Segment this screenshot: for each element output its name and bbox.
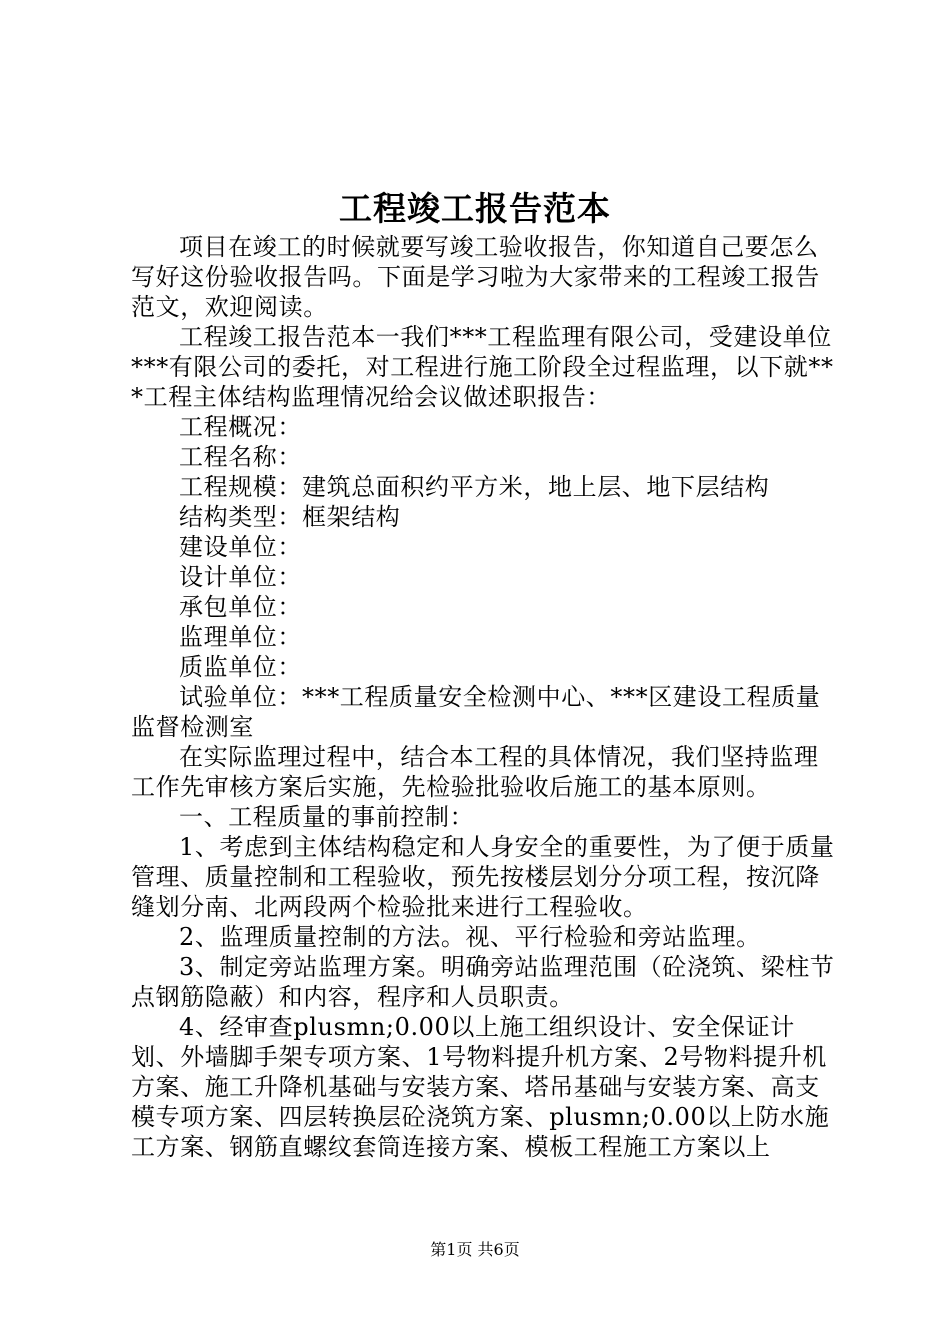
paragraph-intro: 项目在竣工的时候就要写竣工验收报告，你知道自己要怎么写好这份验收报告吗。下面是学习啦为大家带来的工程竣工报告范文，欢迎阅读。 <box>131 233 820 321</box>
paragraph-supervision-principle: 在实际监理过程中，结合本工程的具体情况，我们坚持监理工作先审核方案后实施，先检验批验收后施工的基本原则。 <box>131 743 819 801</box>
paragraph-project-scale: 工程规模：建筑总面积约平方米，地上层、地下层结构 <box>179 473 770 501</box>
paragraph-structure-type: 结构类型：框架结构 <box>179 503 401 531</box>
paragraph-project-overview: 工程概况： <box>179 413 302 441</box>
document-body <box>131 232 836 1162</box>
paragraph-section-heading-1: 一、工程质量的事前控制： <box>179 803 475 831</box>
paragraph-report-opening: 工程竣工报告范本一我们***工程监理有限公司，受建设单位***有限公司的委托，对工程进行施工阶段全过程监理，以下就***工程主体结构监理情况给会议做述职报告： <box>131 323 834 411</box>
paragraph-testing-unit: 试验单位：***工程质量安全检测中心、***区建设工程质量监督检测室 <box>131 683 821 741</box>
paragraph-quality-supervision-unit: 质监单位： <box>179 653 302 681</box>
paragraph-item-3: 3、制定旁站监理方案。明确旁站监理范围（砼浇筑、梁柱节点钢筋隐蔽）和内容，程序和人员职责。 <box>131 953 835 1011</box>
paragraph-design-unit: 设计单位： <box>179 563 302 591</box>
paragraph-supervision-unit: 监理单位： <box>179 623 302 651</box>
document-title: 工程竣工报告范本 <box>339 189 611 228</box>
paragraph-construction-unit: 建设单位： <box>179 533 302 561</box>
paragraph-item-4: 4、经审查plusmn;0.00以上施工组织设计、安全保证计划、外墙脚手架专项方案、1号物料提升机方案、2号物料提升机方案、施工升降机基础与安装方案、塔吊基础与安装方案、高支模专项方案、四层转换层砼浇筑方案、plusmn;0.00以上防水施工方案、钢筋直螺纹套筒连接方案、模板工程施工方案以上 <box>131 1013 830 1161</box>
paragraph-contractor: 承包单位： <box>179 593 302 621</box>
page-footer: 第1页 共6页 <box>430 1240 520 1259</box>
paragraph-project-name: 工程名称： <box>179 443 302 471</box>
paragraph-item-2: 2、监理质量控制的方法。视、平行检验和旁站监理。 <box>179 923 761 951</box>
paragraph-item-1: 1、考虑到主体结构稳定和人身安全的重要性，为了便于质量管理、质量控制和工程验收，预先按楼层划分分项工程，按沉降缝划分南、北两段两个检验批来进行工程验收。 <box>131 833 835 921</box>
